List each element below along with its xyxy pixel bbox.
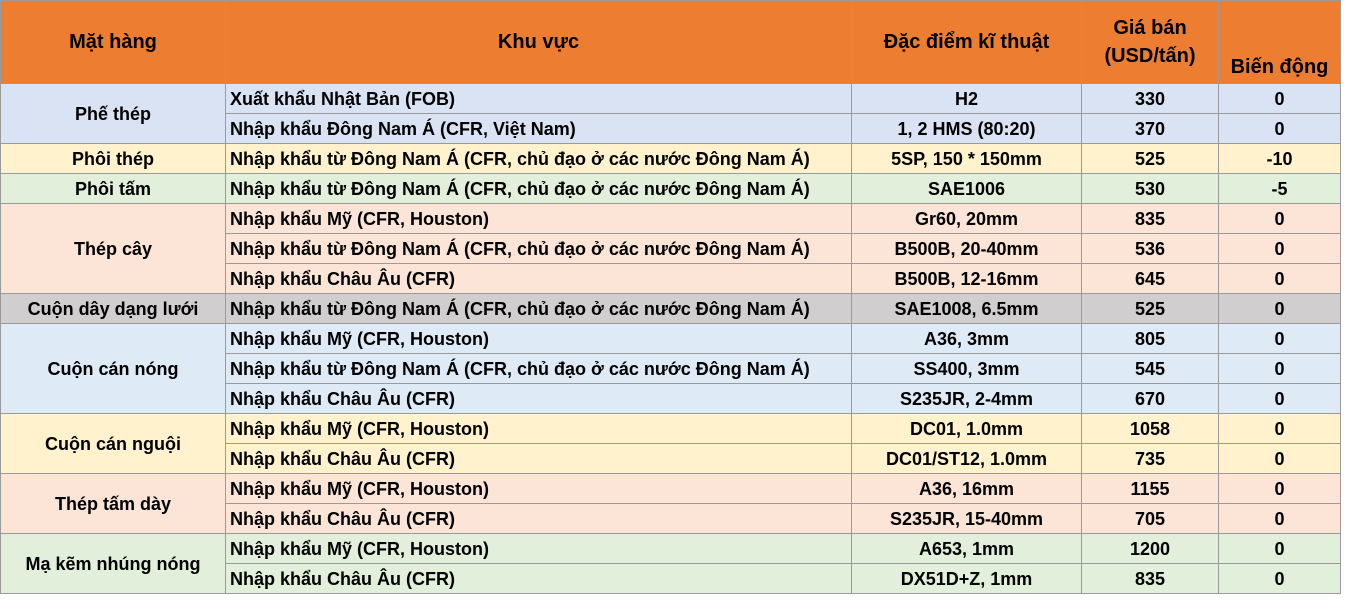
price-cell: 330 xyxy=(1082,84,1219,114)
price-cell: 1058 xyxy=(1082,414,1219,444)
region-cell: Nhập khẩu từ Đông Nam Á (CFR, chủ đạo ở các nước Đông Nam Á) xyxy=(226,234,852,264)
spec-cell: S235JR, 2-4mm xyxy=(852,384,1082,414)
region-cell: Nhập khẩu Châu Âu (CFR) xyxy=(226,564,852,594)
table-row xyxy=(1,474,1341,504)
spec-cell: 1, 2 HMS (80:20) xyxy=(852,114,1082,144)
region-cell: Nhập khẩu Châu Âu (CFR) xyxy=(226,384,852,414)
spec-cell: B500B, 20-40mm xyxy=(852,234,1082,264)
price-cell: 525 xyxy=(1082,294,1219,324)
product-cell: Cuộn cán nguội xyxy=(1,414,226,474)
header-change: Biến động xyxy=(1219,1,1341,84)
price-cell: 525 xyxy=(1082,144,1219,174)
change-cell: 0 xyxy=(1219,294,1341,324)
price-cell: 735 xyxy=(1082,444,1219,474)
spec-cell: H2 xyxy=(852,84,1082,114)
change-cell: 0 xyxy=(1219,84,1341,114)
change-cell: 0 xyxy=(1219,414,1341,444)
product-cell: Thép tấm dày xyxy=(1,474,226,534)
change-cell: -5 xyxy=(1219,174,1341,204)
product-cell: Phôi tấm xyxy=(1,174,226,204)
change-cell: 0 xyxy=(1219,354,1341,384)
region-cell: Nhập khẩu từ Đông Nam Á (CFR, chủ đạo ở các nước Đông Nam Á) xyxy=(226,294,852,324)
region-cell: Nhập khẩu từ Đông Nam Á (CFR, chủ đạo ở các nước Đông Nam Á) xyxy=(226,174,852,204)
table-row xyxy=(1,324,1341,354)
table-row xyxy=(1,414,1341,444)
region-cell: Nhập khẩu Mỹ (CFR, Houston) xyxy=(226,324,852,354)
table-row xyxy=(1,84,1341,114)
spec-cell: 5SP, 150 * 150mm xyxy=(852,144,1082,174)
table-row xyxy=(1,174,1341,204)
table-row xyxy=(1,294,1341,324)
header-price-line1: Giá bán xyxy=(1113,17,1187,39)
change-cell: -10 xyxy=(1219,144,1341,174)
spec-cell: A36, 16mm xyxy=(852,474,1082,504)
spec-cell: S235JR, 15-40mm xyxy=(852,504,1082,534)
header-price xyxy=(1082,1,1219,84)
header-product: Mặt hàng xyxy=(1,1,226,84)
change-cell: 0 xyxy=(1219,534,1341,564)
region-cell: Nhập khẩu từ Đông Nam Á (CFR, chủ đạo ở các nước Đông Nam Á) xyxy=(226,354,852,384)
change-cell: 0 xyxy=(1219,504,1341,534)
region-cell: Nhập khẩu Đông Nam Á (CFR, Việt Nam) xyxy=(226,114,852,144)
region-cell: Nhập khẩu Mỹ (CFR, Houston) xyxy=(226,534,852,564)
region-cell: Nhập khẩu Châu Âu (CFR) xyxy=(226,444,852,474)
region-cell: Nhập khẩu từ Đông Nam Á (CFR, chủ đạo ở các nước Đông Nam Á) xyxy=(226,144,852,174)
table-body xyxy=(1,84,1341,594)
product-cell: Cuộn dây dạng lưới xyxy=(1,294,226,324)
price-cell: 1200 xyxy=(1082,534,1219,564)
price-cell: 805 xyxy=(1082,324,1219,354)
change-cell: 0 xyxy=(1219,264,1341,294)
table-row xyxy=(1,144,1341,174)
header-spec: Đặc điểm kĩ thuật xyxy=(852,1,1082,84)
region-cell: Nhập khẩu Châu Âu (CFR) xyxy=(226,504,852,534)
price-cell: 530 xyxy=(1082,174,1219,204)
price-cell: 536 xyxy=(1082,234,1219,264)
change-cell: 0 xyxy=(1219,204,1341,234)
change-cell: 0 xyxy=(1219,114,1341,144)
spec-cell: DX51D+Z, 1mm xyxy=(852,564,1082,594)
change-cell: 0 xyxy=(1219,324,1341,354)
spec-cell: Gr60, 20mm xyxy=(852,204,1082,234)
price-cell: 835 xyxy=(1082,564,1219,594)
product-cell: Phôi thép xyxy=(1,144,226,174)
region-cell: Nhập khẩu Mỹ (CFR, Houston) xyxy=(226,414,852,444)
product-cell: Thép cây xyxy=(1,204,226,294)
product-cell: Mạ kẽm nhúng nóng xyxy=(1,534,226,594)
price-cell: 645 xyxy=(1082,264,1219,294)
region-cell: Nhập khẩu Châu Âu (CFR) xyxy=(226,264,852,294)
price-cell: 370 xyxy=(1082,114,1219,144)
change-cell: 0 xyxy=(1219,564,1341,594)
product-cell: Cuộn cán nóng xyxy=(1,324,226,414)
spec-cell: SS400, 3mm xyxy=(852,354,1082,384)
spec-cell: B500B, 12-16mm xyxy=(852,264,1082,294)
price-cell: 1155 xyxy=(1082,474,1219,504)
header-price-line2: (USD/tấn) xyxy=(1104,45,1196,67)
product-cell: Phế thép xyxy=(1,84,226,144)
price-cell: 835 xyxy=(1082,204,1219,234)
price-cell: 545 xyxy=(1082,354,1219,384)
spec-cell: A36, 3mm xyxy=(852,324,1082,354)
table-row xyxy=(1,534,1341,564)
change-cell: 0 xyxy=(1219,444,1341,474)
price-cell: 670 xyxy=(1082,384,1219,414)
table-row xyxy=(1,204,1341,234)
spec-cell: DC01, 1.0mm xyxy=(852,414,1082,444)
spec-cell: SAE1008, 6.5mm xyxy=(852,294,1082,324)
region-cell: Xuất khẩu Nhật Bản (FOB) xyxy=(226,84,852,114)
spec-cell: SAE1006 xyxy=(852,174,1082,204)
change-cell: 0 xyxy=(1219,234,1341,264)
region-cell: Nhập khẩu Mỹ (CFR, Houston) xyxy=(226,204,852,234)
price-cell: 705 xyxy=(1082,504,1219,534)
table-header xyxy=(1,1,1341,84)
region-cell: Nhập khẩu Mỹ (CFR, Houston) xyxy=(226,474,852,504)
header-region: Khu vực xyxy=(226,1,852,84)
header-row xyxy=(1,1,1341,84)
change-cell: 0 xyxy=(1219,384,1341,414)
spec-cell: DC01/ST12, 1.0mm xyxy=(852,444,1082,474)
spec-cell: A653, 1mm xyxy=(852,534,1082,564)
change-cell: 0 xyxy=(1219,474,1341,504)
